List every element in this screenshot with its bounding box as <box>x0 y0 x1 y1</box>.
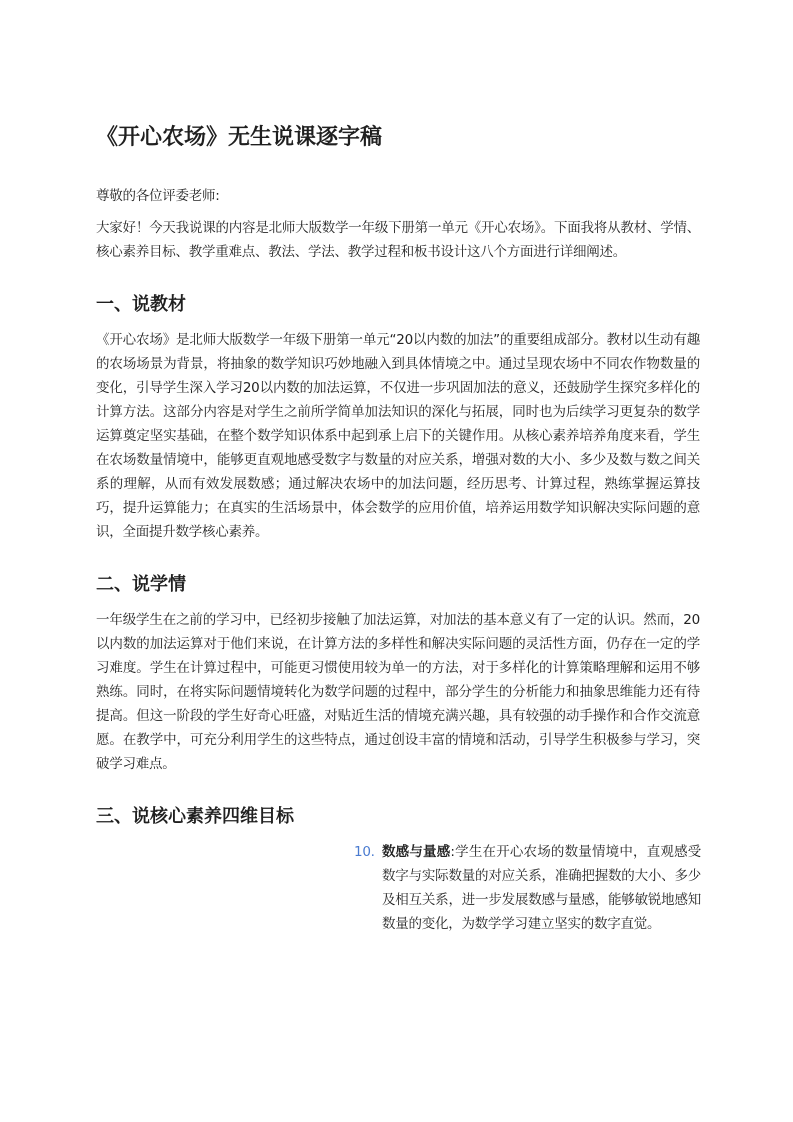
greeting: 尊敬的各位评委老师: <box>96 188 220 204</box>
section-heading-goals: 三、说核心素养四维目标 <box>96 806 294 827</box>
document-title: 《开心农场》无生说课逐字稿 <box>96 125 383 150</box>
list-number: 10. <box>354 844 375 860</box>
document-page <box>96 118 700 936</box>
intro-paragraph: 大家好！今天我说课的内容是北师大版数学一年级下册第一单元《开心农场》。下面我将从教材、学情、核心素养目标、教学重难点、教法、学法、教学过程和板书设计这八个方面进行详细阐述。 <box>96 220 700 260</box>
section-body-students: 一年级学生在之前的学习中，已经初步接触了加法运算，对加法的基本意义有了一定的认识。然而，20以内数的加法运算对于他们来说，在计算方法的多样性和解决实际问题的灵活性方面，仍存在一定的学习难度。学生在计算过程中，可能更习惯使用较为单一的方法，对于多样化的计算策略理解和运用不够熟练。同时，在将实际问题情境转化为数学问题的过程中，部分学生的分析能力和抽象思维能力还有待提高。但这一阶段的学生好奇心旺盛，对贴近生活的情境充满兴趣，具有较强的动手操作和合作交流意愿。在教学中，可充分利用学生的这些特点，通过创设丰富的情境和活动，引导学生积极参与学习，突破学习难点。 <box>96 612 700 772</box>
goal-text <box>358 840 701 936</box>
section-heading-students: 二、说学情 <box>96 574 186 595</box>
goal-description: :学生在开心农场的数量情境中，直观感受数字与实际数量的对应关系，准确把握数的大小、多少及相互关系，进一步发展数感与量感，能够敏锐地感知数量的变化，为数学学习建立坚实的数字直觉。 <box>382 844 701 932</box>
goal-term: 数感与量感 <box>382 844 451 860</box>
section-body-textbook: 《开心农场》是北师大版数学一年级下册第一单元“20以内数的加法”的重要组成部分。教材以生动有趣的农场场景为背景，将抽象的数学知识巧妙地融入到具体情境之中。通过呈现农场中不同农作物数量的变化，引导学生深入学习20以内数的加法运算，不仅进一步巩固加法的意义，还鼓励学生探究多样化的计算方法。这部分内容是对学生之前所学简单加法知识的深化与拓展，同时也为后续学习更复杂的数学运算奠定坚实基础，在整个数学知识体系中起到承上启下的关键作用。从核心素养培养角度来看，学生在农场数量情境中，能够更直观地感受数字与数量的对应关系，增强对数的大小、多少及数与数之间关系的理解，从而有效发展数感；通过解决农场中的加法问题，经历思考、计算过程，熟练掌握运算技巧，提升运算能力；在真实的生活场景中，体会数学的应用价值，培养运用数学知识解决实际问题的意识，全面提升数学核心素养。 <box>96 332 700 540</box>
section-heading-textbook: 一、说教材 <box>96 294 186 315</box>
goal-list-item <box>354 840 701 936</box>
